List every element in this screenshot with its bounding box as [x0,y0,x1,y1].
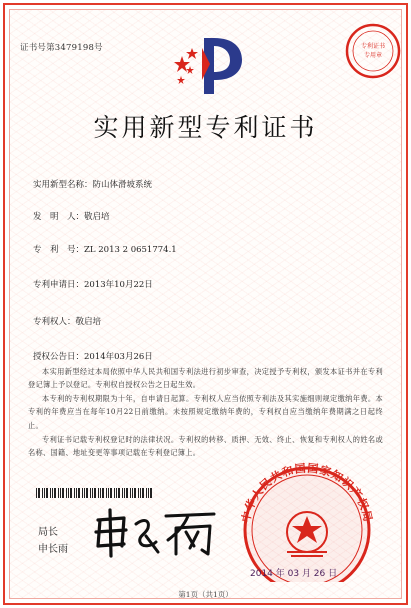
field-value: 敬启培 [84,212,110,222]
field-value: 敬启培 [75,317,102,327]
field-label: 授权公告日： [33,352,85,362]
seal-date: 2014 年 03 月 26 日 [250,569,338,579]
field-inventor [33,210,110,222]
field-grant-date [33,350,153,362]
svg-text:专用章: 专用章 [363,52,383,59]
field-value: 防山体滑坡系统 [92,180,153,190]
official-seal-stamp-icon [227,452,387,582]
director-name: 申长雨 [38,544,68,555]
field-value: 2013年10月22日 [84,280,153,290]
field-label: 专利权人： [33,317,76,327]
field-value: 2014年03月26日 [84,352,153,362]
director-title: 局长 [38,527,58,538]
field-patentee [33,315,101,327]
field-value: ZL 2013 2 0651774.1 [84,245,177,255]
certificate-seal-stamp-icon [343,21,403,81]
field-utility-model-name [33,178,152,190]
paragraph-grant-statement: 本实用新型经过本局依照中华人民共和国专利法进行初步审查，决定授予专利权，颁发本证书并在专利登记簿上予以登记。专利权自授权公告之日起生效。 [28,367,383,390]
field-label: 发 明 人： [33,212,85,222]
svg-text:专利证书: 专利证书 [360,43,386,50]
field-label: 专利申请日： [33,280,85,290]
field-patent-number [33,243,177,255]
paragraph-legal-status: 专利证书记载专利权登记时的法律状况。专利权的转移、质押、无效、终止、恢复和专利权人的姓名或名称、国籍、地址变更等事项记载在专利登记簿上。 [28,435,383,458]
handwritten-signature [90,506,220,558]
paragraph-term-statement: 本专利的专利权期限为十年，自申请日起算。专利权人应当依照专利法及其实施细则规定缴纳年费。本专利的年费应当在每年10月22日前缴纳。未按照规定缴纳年费的，专利权自应当缴纳年费期满之日起终止。 [28,394,383,430]
barcode [36,488,154,498]
svg-text:中华人民共和国国家知识产权局: 中华人民共和国国家知识产权局 [239,461,375,524]
certificate-number: 证书号第3479198号 [20,43,103,53]
field-application-date [33,278,153,290]
patent-office-logo-icon [172,34,244,98]
certificate-title: 实用新型专利证书 [93,113,318,142]
page-footer: 第1页（共1页） [178,590,233,599]
field-label: 实用新型名称： [33,180,93,190]
field-label: 专 利 号： [33,245,85,255]
